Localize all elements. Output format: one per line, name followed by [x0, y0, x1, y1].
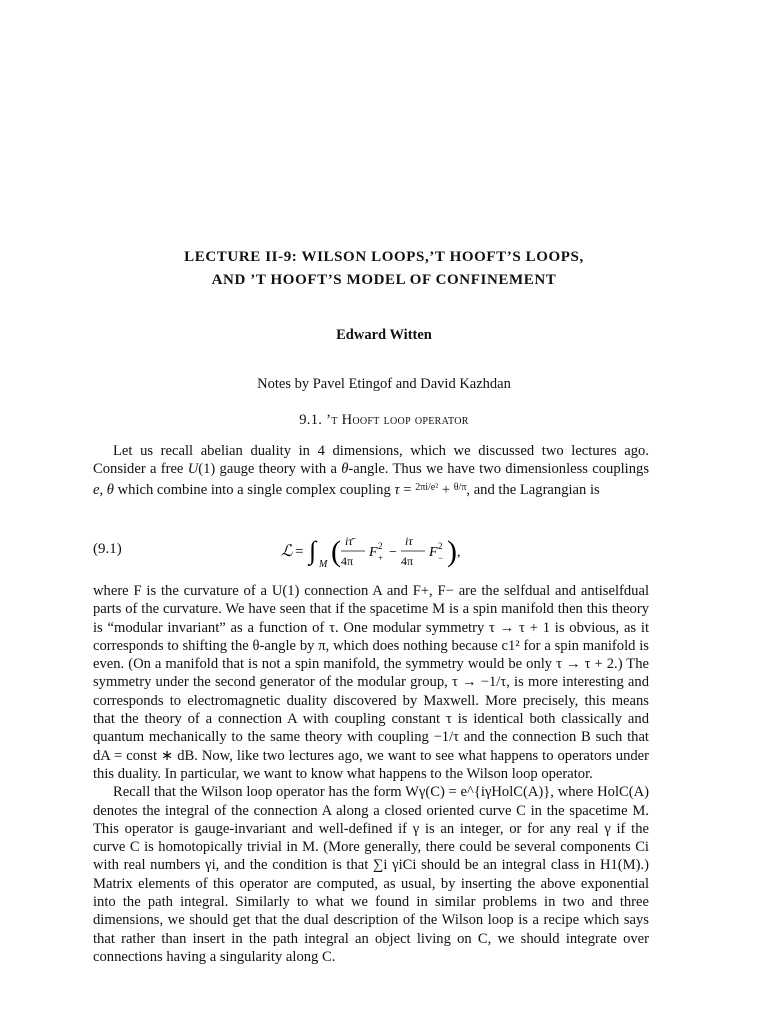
svg-text:iτ̄: iτ̄ [345, 534, 353, 548]
equation-9-1 [93, 525, 649, 575]
math-e-theta: e, θ [93, 481, 114, 498]
math-u1: U [187, 461, 199, 478]
notes-credit: Notes by Pavel Etingof and David Kazhdan [257, 376, 511, 392]
svg-text:−: − [438, 553, 444, 563]
para1-text-5: , and the Lagrangian is [466, 481, 600, 498]
svg-text:ℒ: ℒ [281, 543, 293, 560]
para1-text-1: Let us recall abelian duality in 4 dimensions, which we discussed two lectures ago. Consider a free [93, 443, 649, 478]
math-tau-frac-2: θ/π [453, 481, 467, 493]
svg-text:,: , [457, 545, 461, 560]
svg-text:+: + [378, 553, 384, 563]
para2-text: where F is the curvature of a U(1) connection A and F+, F− are the selfdual and antiselfdual parts of the curvature. We have seen that if the spacetime M is a spin manifold then this theory is “modular invariant” as a function of τ. One modular symmetry τ → τ + 1 is obvious, as it corresponds to shifting the θ-angle by π, which does nothing because c1² for a spin manifold is even. (On a manifold that is not a spin manifold, the symmetry would be only τ → τ + 2.) The symmetry under the second generator of the modular group, τ → −1/τ, is more interesting and corresponds to electromagnetic duality discovered by Maxwell. More precisely, this means that the theory of a connection A with coupling constant τ is identical both classically and quantum mechanically to the same theory with coupling −1/τ and the connection B such that dA = const ∗ dB. Now, like two lectures ago, we want to see what happens to operators under this duality. In particular, we want to know what happens to the Wilson loop operator. [93, 583, 649, 782]
svg-text:4π: 4π [401, 554, 414, 568]
svg-text:iτ: iτ [405, 534, 413, 548]
math-tau-def: τ [394, 481, 400, 498]
lagrangian-formula [281, 525, 481, 575]
svg-text:(: ( [331, 535, 341, 568]
svg-text:): ) [447, 535, 457, 568]
author-name: Edward Witten [336, 327, 432, 343]
para3-text: Recall that the Wilson loop operator has the form Wγ(C) = e^{iγHolC(A)}, where HolC(A) denotes the integral of the connection A along a closed oriented curve C in the spacetime M. This operator is gauge-invariant and well-defined if γ is an integer, or for any real γ if the curve C is homotopically trivial in M. (More generally, there could be several components Ci with real numbers γi, and the condition is that ∑i γiCi should be an integral class in H1(M).) Matrix elements of this operator are computed, as usual, by inserting the above exponential into the path integral. Similarly to what we found in similar problems in two and three dimensions, we should get that the dual description of the Wilson loop is a recipe which says that rather than insert in the path integral an object living on C, we should integrate over connections having a singularity along C. [93, 784, 649, 965]
para1-text-3: -angle. Thus we have two dimensionless couplings [348, 461, 650, 478]
paragraph-intro: Let us recall abelian duality in 4 dimensions, which we discussed two lectures ago. Consider a free U(1) gauge theory with a θ-angle. Thus we have two dimensionless couplings e, θ which combine into a single complex coupling τ = $^{2\pi i/e^2}$ + $^{\theta/\pi}$, and the Lagrangian is [93, 443, 650, 498]
svg-text:2: 2 [378, 541, 383, 551]
title-line-1: LECTURE II-9: WILSON LOOPS,’T HOOFT’S LOOPS, [184, 249, 584, 265]
svg-text:F: F [369, 545, 378, 560]
lecture-title [0, 246, 768, 292]
svg-text:F: F [429, 545, 438, 560]
svg-text:4π: 4π [341, 554, 354, 568]
section-heading [0, 412, 768, 429]
svg-text:∫: ∫ [309, 536, 317, 565]
section-number: 9.1. [299, 412, 323, 428]
title-line-2: AND ’T HOOFT’S MODEL OF CONFINEMENT [211, 272, 557, 288]
para1-text-2: gauge theory with a [215, 461, 342, 478]
svg-text:M: M [319, 559, 328, 570]
svg-text:−: − [389, 545, 397, 560]
para1-text-4: which combine into a single complex coupling [113, 481, 395, 498]
paragraph-body [93, 582, 649, 966]
equation-label: (9.1) [93, 541, 122, 557]
section-title: ’t Hooft loop operator [326, 412, 469, 428]
svg-text:=: = [295, 544, 304, 560]
math-tau-frac-1: 2πi/e² [415, 481, 439, 493]
svg-text:2: 2 [438, 541, 443, 551]
math-theta: θ [341, 461, 349, 478]
